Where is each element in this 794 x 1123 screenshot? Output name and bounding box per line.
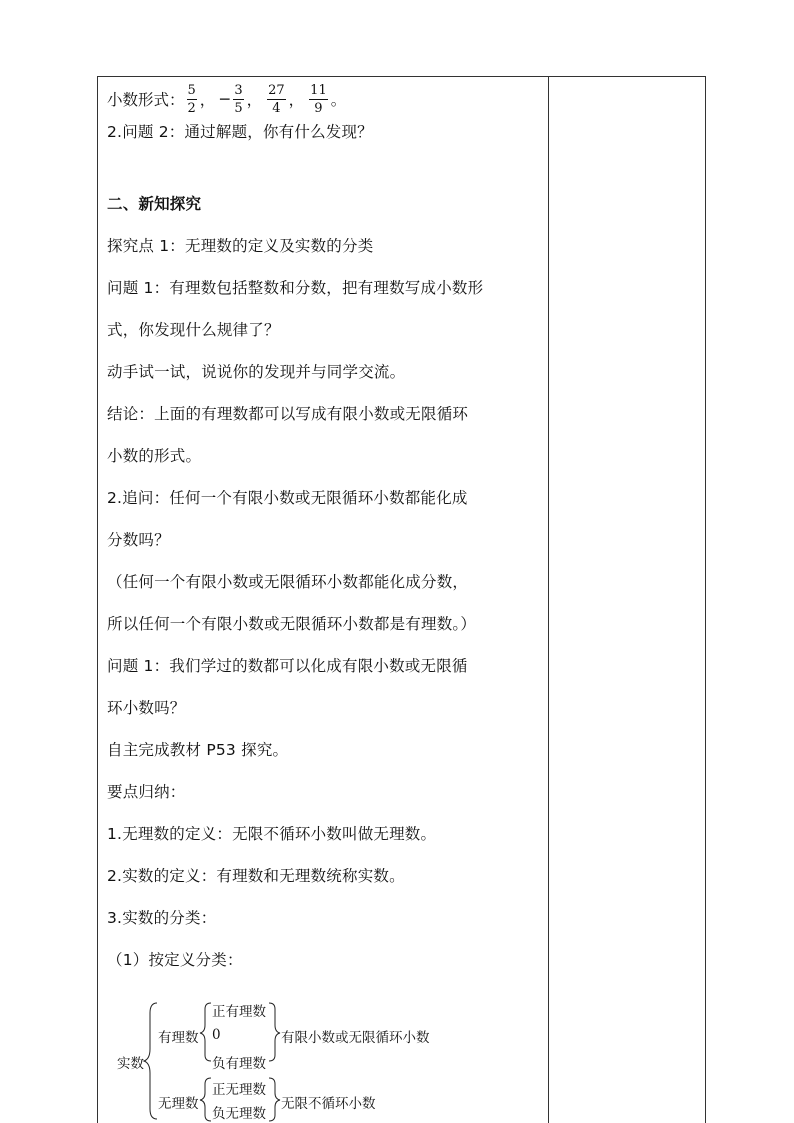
real-number-classification-diagram	[107, 995, 547, 1123]
fraction-label: 小数形式：	[107, 91, 185, 109]
paragraph: 问题 1：有理数包括整数和分数，把有理数写成小数形	[107, 279, 484, 297]
paragraph: 要点归纳：	[107, 783, 186, 801]
paragraph: 结论：上面的有理数都可以写成有限小数或无限循环	[107, 405, 469, 423]
paragraph: 探究点 1：无理数的定义及实数的分类	[107, 237, 374, 255]
paragraph: （任何一个有限小数或无限循环小数都能化成分数，	[107, 573, 469, 591]
diagram-irrational-item: 正无理数	[212, 1082, 266, 1098]
paragraph: 2.追问：任何一个有限小数或无限循环小数都能化成	[107, 489, 468, 507]
paragraph: 动手试一试，说说你的发现并与同学交流。	[107, 363, 406, 381]
paragraph: 2.问题 2：通过解题，你有什么发现？	[107, 123, 373, 141]
lesson-cell	[107, 76, 547, 992]
paragraph: 式，你发现什么规律了？	[107, 321, 280, 339]
fraction-examples: 小数形式： $\frac{5}{2}$ ， − $\frac{3}{5}$ ， $\frac{27}{4}$ ， $\frac{11}{9}$ 。	[107, 82, 347, 116]
fraction-4: $\frac{11}{9}$	[310, 82, 327, 116]
diagram-rational: 有理数	[158, 1030, 199, 1046]
paragraph: 小数的形式。	[107, 447, 202, 465]
diagram-irrational-item: 负无理数	[212, 1106, 266, 1122]
diagram-rational-item: 0	[212, 1027, 221, 1043]
paragraph: 环小数吗？	[107, 699, 186, 717]
diagram-irrational-note: 无限不循环小数	[281, 1096, 376, 1112]
table-border-middle	[548, 76, 549, 1123]
section-heading: 二、新知探究	[107, 195, 202, 213]
fraction-2: $\frac{3}{5}$	[234, 82, 243, 116]
paragraph: 自主完成教材 P53 探究。	[107, 741, 289, 759]
fraction-1: $\frac{5}{2}$	[187, 82, 196, 116]
paragraph: 2.实数的定义：有理数和无理数统称实数。	[107, 867, 405, 885]
table-border-right	[705, 76, 706, 1123]
diagram-rational-item: 负有理数	[212, 1056, 266, 1072]
paragraph: 分数吗？	[107, 531, 170, 549]
paragraph: 3.实数的分类：	[107, 909, 217, 927]
diagram-rational-note: 有限小数或无限循环小数	[281, 1030, 430, 1046]
minus-sign: −	[218, 90, 232, 108]
paragraph: 所以任何一个有限小数或无限循环小数都是有理数。）	[107, 615, 477, 633]
diagram-irrational: 无理数	[158, 1096, 199, 1112]
fraction-3: $\frac{27}{4}$	[268, 82, 285, 116]
paragraph: （1）按定义分类：	[107, 951, 243, 969]
paragraph: 1.无理数的定义：无限不循环小数叫做无理数。	[107, 825, 437, 843]
diagram-rational-item: 正有理数	[212, 1004, 266, 1020]
diagram-root: 实数	[117, 1056, 144, 1072]
paragraph: 问题 1：我们学过的数都可以化成有限小数或无限循	[107, 657, 468, 675]
table-border-left	[97, 76, 98, 1123]
